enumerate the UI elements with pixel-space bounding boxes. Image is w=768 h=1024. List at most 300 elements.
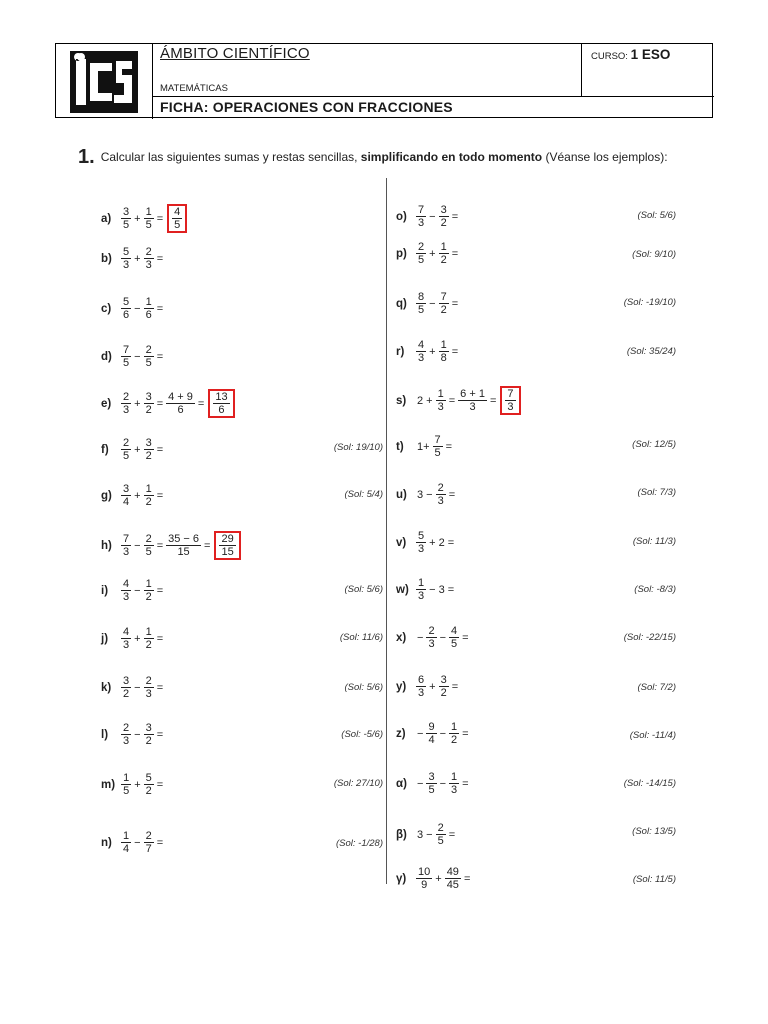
problem-h <box>101 531 241 560</box>
problem-n <box>101 830 165 855</box>
fraction-wrap <box>415 530 427 555</box>
fraction-wrap <box>165 533 202 558</box>
solution-hint: (Sol: 5/6) <box>344 584 383 595</box>
fraction-wrap <box>457 388 488 413</box>
problem-w <box>396 577 456 602</box>
problem-label: j) <box>101 632 109 645</box>
operator: = <box>156 302 164 315</box>
numerator: 1 <box>145 483 152 495</box>
numerator: 4 <box>123 626 130 638</box>
fraction-wrap <box>438 339 450 364</box>
fraction-wrap <box>143 830 155 855</box>
fraction <box>416 530 426 555</box>
fraction-wrap <box>120 391 132 416</box>
numerator: 5 <box>145 772 152 784</box>
fraction-wrap <box>120 578 132 603</box>
numerator: 2 <box>145 246 152 258</box>
fraction-wrap <box>415 866 433 891</box>
fraction-wrap <box>120 296 132 321</box>
problem-l <box>101 722 165 747</box>
fraction <box>416 866 432 891</box>
solution-hint: (Sol: -14/15) <box>623 778 676 789</box>
problem-t <box>396 434 454 459</box>
denominator: 2 <box>145 450 152 462</box>
denominator: 3 <box>123 404 130 416</box>
fraction <box>219 533 235 558</box>
numerator: 5 <box>123 296 130 308</box>
course-info <box>591 47 670 62</box>
problem-c <box>101 296 165 321</box>
fraction <box>166 533 201 558</box>
fraction-wrap <box>143 626 155 651</box>
instruction-text-2: (Véanse los ejemplos): <box>542 150 668 164</box>
operator: − <box>134 350 141 363</box>
operator: − <box>134 681 141 694</box>
numerator: 4 <box>174 206 181 218</box>
denominator: 6 <box>218 404 225 416</box>
operator: − <box>439 777 446 790</box>
operator: − <box>134 584 141 597</box>
operator: = <box>462 727 469 740</box>
numerator: 3 <box>123 206 130 218</box>
problem-y <box>396 674 460 699</box>
problem-label: m) <box>101 778 116 791</box>
problem-g <box>101 483 165 508</box>
operator: = <box>156 443 164 456</box>
solution-hint: (Sol: -5/6) <box>341 729 383 740</box>
operator: + <box>429 680 436 693</box>
problem-label: g) <box>101 489 112 502</box>
problem-u <box>396 482 457 507</box>
fraction <box>426 625 436 650</box>
problem-alpha <box>396 771 471 796</box>
operator: = <box>448 394 456 407</box>
fraction <box>121 830 131 855</box>
fraction <box>416 674 426 699</box>
denominator: 15 <box>221 546 234 558</box>
fraction <box>416 291 426 316</box>
numerator: 29 <box>221 533 234 545</box>
numerator: 3 <box>428 771 435 783</box>
problem-z <box>396 721 471 746</box>
denominator: 3 <box>507 401 514 413</box>
fraction <box>121 246 131 271</box>
operator: = <box>451 680 459 693</box>
denominator: 2 <box>145 404 152 416</box>
numerator: 2 <box>145 533 152 545</box>
fraction <box>121 772 131 797</box>
fraction <box>426 771 436 796</box>
numerator: 4 <box>123 578 130 590</box>
denominator: 5 <box>418 254 425 266</box>
numerator: 4 <box>418 339 425 351</box>
problem-x <box>396 625 471 650</box>
problem-label: n) <box>101 836 112 849</box>
denominator: 2 <box>145 496 152 508</box>
operator: + <box>134 212 141 225</box>
fraction-wrap <box>415 204 427 229</box>
fraction-wrap <box>415 291 427 316</box>
fraction <box>436 482 446 507</box>
denominator: 3 <box>418 687 425 699</box>
operator: + <box>134 489 141 502</box>
solution-hint: (Sol: 5/6) <box>637 210 676 221</box>
fraction <box>449 721 459 746</box>
operator: = <box>451 345 459 358</box>
problem-label: v) <box>396 536 407 549</box>
denominator: 2 <box>440 304 447 316</box>
problem-label: o) <box>396 210 407 223</box>
operator: + 2 = <box>429 536 455 549</box>
operator: + <box>429 247 436 260</box>
solution-hint: (Sol: 35/24) <box>626 346 676 357</box>
problem-gamma <box>396 866 472 891</box>
numerator: 49 <box>446 866 459 878</box>
numerator: 2 <box>428 625 435 637</box>
denominator: 3 <box>123 639 130 651</box>
operator: 3 − <box>417 488 433 501</box>
logo-cell <box>56 44 153 119</box>
operator: = <box>156 836 164 849</box>
solution-hint: (Sol: -8/3) <box>634 584 676 595</box>
school-logo-icon <box>70 51 138 113</box>
denominator: 3 <box>428 638 435 650</box>
denominator: 3 <box>123 259 130 271</box>
operator: = <box>156 681 164 694</box>
instruction-text-1: Calcular las siguientes sumas y restas sencillas, <box>100 150 361 164</box>
denominator: 5 <box>418 304 425 316</box>
operator: = <box>204 539 211 552</box>
numerator: 6 + 1 <box>460 388 485 400</box>
denominator: 5 <box>174 219 181 231</box>
numerator: 1 <box>440 241 447 253</box>
numerator: 1 <box>123 830 130 842</box>
operator: − 3 = <box>429 583 455 596</box>
problem-label: t) <box>396 440 404 453</box>
denominator: 5 <box>123 357 130 369</box>
header-table <box>55 43 713 118</box>
problem-label: a) <box>101 212 112 225</box>
problem-label: u) <box>396 488 407 501</box>
fraction-wrap <box>120 344 132 369</box>
numerator: 3 <box>123 675 130 687</box>
fraction <box>439 674 449 699</box>
operator: = <box>156 397 164 410</box>
fraction-wrap <box>143 675 155 700</box>
problem-label: x) <box>396 631 407 644</box>
solution-hint: (Sol: 7/3) <box>637 487 676 498</box>
operator: − <box>417 727 424 740</box>
solution-hint: (Sol: -22/15) <box>623 632 676 643</box>
fraction <box>166 391 195 416</box>
fraction <box>144 246 154 271</box>
numerator: 3 <box>145 437 152 449</box>
problem-i <box>101 578 165 603</box>
operator: = <box>451 210 459 223</box>
problem-label: r) <box>396 345 405 358</box>
problem-label: p) <box>396 247 407 260</box>
numerator: 3 <box>440 204 447 216</box>
fraction-wrap <box>143 296 155 321</box>
problem-label: l) <box>101 728 109 741</box>
operator: + <box>134 397 141 410</box>
numerator: 1 <box>451 771 458 783</box>
fraction <box>121 296 131 321</box>
operator: = <box>451 247 459 260</box>
operator: − <box>134 728 141 741</box>
fraction <box>144 483 154 508</box>
numerator: 13 <box>215 391 228 403</box>
solution-hint: (Sol: -19/10) <box>623 297 676 308</box>
denominator: 6 <box>123 309 130 321</box>
denominator: 3 <box>418 217 425 229</box>
denominator: 5 <box>145 357 152 369</box>
fraction-wrap <box>432 434 444 459</box>
numerator: 1 <box>145 206 152 218</box>
denominator: 6 <box>145 309 152 321</box>
operator: = <box>463 872 471 885</box>
denominator: 3 <box>123 591 130 603</box>
denominator: 3 <box>418 543 425 555</box>
worksheet-title: FICHA: OPERACIONES CON FRACCIONES <box>160 99 453 115</box>
problem-label: q) <box>396 297 407 310</box>
fraction-wrap <box>120 722 132 747</box>
operator: + <box>429 345 436 358</box>
operator: = <box>462 631 469 644</box>
fraction-wrap <box>143 533 155 558</box>
operator: = <box>448 828 456 841</box>
fraction-wrap <box>425 721 437 746</box>
solution-hint: (Sol: 5/4) <box>344 489 383 500</box>
fraction <box>449 625 459 650</box>
numerator: 4 + 9 <box>168 391 193 403</box>
course-cell <box>582 44 714 97</box>
operator: = <box>448 488 456 501</box>
numerator: 7 <box>434 434 441 446</box>
exercise-number: 1. <box>78 146 95 168</box>
numerator: 5 <box>418 530 425 542</box>
problem-p <box>396 241 460 266</box>
denominator: 3 <box>123 735 130 747</box>
boxed-result <box>208 389 234 418</box>
operator: − <box>134 539 141 552</box>
operator: − <box>134 836 141 849</box>
denominator: 6 <box>177 404 184 416</box>
fraction <box>121 206 131 231</box>
operator: − <box>439 631 446 644</box>
denominator: 3 <box>145 259 152 271</box>
problem-q <box>396 291 460 316</box>
problem-label: f) <box>101 443 109 456</box>
numerator: 2 <box>145 344 152 356</box>
numerator: 2 <box>123 437 130 449</box>
denominator: 5 <box>123 785 130 797</box>
denominator: 5 <box>123 219 130 231</box>
fraction-wrap <box>435 482 447 507</box>
operator: − <box>417 631 424 644</box>
numerator: 1 <box>145 626 152 638</box>
operator: = <box>156 632 164 645</box>
header-title-cell <box>153 44 582 97</box>
fraction-wrap <box>448 771 460 796</box>
numerator: 8 <box>418 291 425 303</box>
fraction <box>439 339 449 364</box>
problem-label: b) <box>101 252 112 265</box>
fraction-wrap <box>143 483 155 508</box>
fraction <box>436 822 446 847</box>
numerator: 1 <box>437 388 444 400</box>
numerator: 3 <box>145 391 152 403</box>
fraction <box>121 578 131 603</box>
operator: = <box>197 397 205 410</box>
fraction-wrap <box>120 206 132 231</box>
fraction-wrap <box>143 772 155 797</box>
fraction <box>121 483 131 508</box>
denominator: 15 <box>177 546 190 558</box>
denominator: 4 <box>123 843 130 855</box>
fraction-wrap <box>120 437 132 462</box>
fraction-wrap <box>120 772 132 797</box>
column-divider <box>386 178 387 884</box>
denominator: 9 <box>421 879 428 891</box>
fraction <box>121 344 131 369</box>
fraction-wrap <box>143 437 155 462</box>
numerator: 1 <box>145 296 152 308</box>
numerator: 1 <box>418 577 425 589</box>
problem-v <box>396 530 456 555</box>
problem-label: s) <box>396 394 407 407</box>
numerator: 7 <box>123 533 130 545</box>
denominator: 5 <box>428 784 435 796</box>
fraction-wrap <box>425 625 437 650</box>
operator: 1+ <box>417 440 430 453</box>
denominator: 3 <box>123 546 130 558</box>
solution-hint: (Sol: -11/4) <box>629 730 676 741</box>
denominator: 2 <box>145 591 152 603</box>
numerator: 3 <box>145 722 152 734</box>
problem-label: i) <box>101 584 109 597</box>
fraction <box>144 391 154 416</box>
problem-label: k) <box>101 681 112 694</box>
exercise-instructions <box>78 146 668 169</box>
operator: = <box>156 252 164 265</box>
problem-label: β) <box>396 828 407 841</box>
operator: − <box>134 302 141 315</box>
fraction <box>144 830 154 855</box>
fraction <box>416 204 426 229</box>
boxed-result <box>500 386 520 415</box>
problem-b <box>101 246 165 271</box>
fraction <box>121 437 131 462</box>
numerator: 2 <box>145 830 152 842</box>
ambito-title: ÁMBITO CIENTÍFICO <box>160 45 310 62</box>
fraction-wrap <box>444 866 462 891</box>
fraction-wrap <box>120 246 132 271</box>
fraction <box>436 388 446 413</box>
problem-label: e) <box>101 397 112 410</box>
fraction <box>144 206 154 231</box>
numerator: 6 <box>418 674 425 686</box>
fraction-wrap <box>438 674 450 699</box>
denominator: 3 <box>418 352 425 364</box>
problem-j <box>101 626 165 651</box>
instruction-text-bold: simplificando en todo momento <box>360 150 543 164</box>
fraction <box>121 722 131 747</box>
subject-label: MATEMÁTICAS <box>160 83 228 94</box>
fraction-wrap <box>143 344 155 369</box>
denominator: 3 <box>469 401 476 413</box>
problem-a <box>101 204 187 233</box>
numerator: 1 <box>451 721 458 733</box>
fraction-wrap <box>143 391 155 416</box>
denominator: 4 <box>123 496 130 508</box>
boxed-result <box>214 531 240 560</box>
problem-label: d) <box>101 350 112 363</box>
operator: = <box>156 584 164 597</box>
denominator: 7 <box>145 843 152 855</box>
denominator: 3 <box>145 688 152 700</box>
denominator: 3 <box>418 590 425 602</box>
problem-d <box>101 344 165 369</box>
operator: = <box>489 394 497 407</box>
operator: + <box>134 252 141 265</box>
fraction-wrap <box>143 246 155 271</box>
problem-s <box>396 386 521 415</box>
fraction <box>121 675 131 700</box>
numerator: 2 <box>437 482 444 494</box>
problem-label: γ) <box>396 872 407 885</box>
denominator: 2 <box>145 785 152 797</box>
problem-f <box>101 437 165 462</box>
fraction <box>144 344 154 369</box>
fraction-wrap <box>438 291 450 316</box>
fraction <box>213 391 229 416</box>
solution-hint: (Sol: 9/10) <box>632 249 676 260</box>
fraction-wrap <box>143 722 155 747</box>
fraction <box>433 434 443 459</box>
denominator: 5 <box>451 638 458 650</box>
fraction-wrap <box>425 771 437 796</box>
operator: − <box>417 777 424 790</box>
solution-hint: (Sol: 7/2) <box>637 682 676 693</box>
denominator: 5 <box>434 447 441 459</box>
fraction-wrap <box>438 241 450 266</box>
boxed-result <box>167 204 187 233</box>
problem-m <box>101 772 165 797</box>
operator: = <box>156 350 164 363</box>
fraction <box>449 771 459 796</box>
fraction-wrap <box>435 388 447 413</box>
denominator: 2 <box>145 735 152 747</box>
solution-hint: (Sol: 5/6) <box>344 682 383 693</box>
solution-hint: (Sol: 12/5) <box>632 439 676 450</box>
fraction <box>416 339 426 364</box>
fraction <box>426 721 436 746</box>
fraction <box>416 241 426 266</box>
fraction-wrap <box>120 626 132 651</box>
problem-label: w) <box>396 583 409 596</box>
numerator: 2 <box>418 241 425 253</box>
problem-o <box>396 204 460 229</box>
operator: − <box>429 297 436 310</box>
fraction <box>439 241 449 266</box>
fraction <box>144 296 154 321</box>
denominator: 2 <box>440 254 447 266</box>
operator: = <box>462 777 469 790</box>
fraction-wrap <box>143 578 155 603</box>
denominator: 3 <box>437 495 444 507</box>
denominator: 3 <box>437 401 444 413</box>
